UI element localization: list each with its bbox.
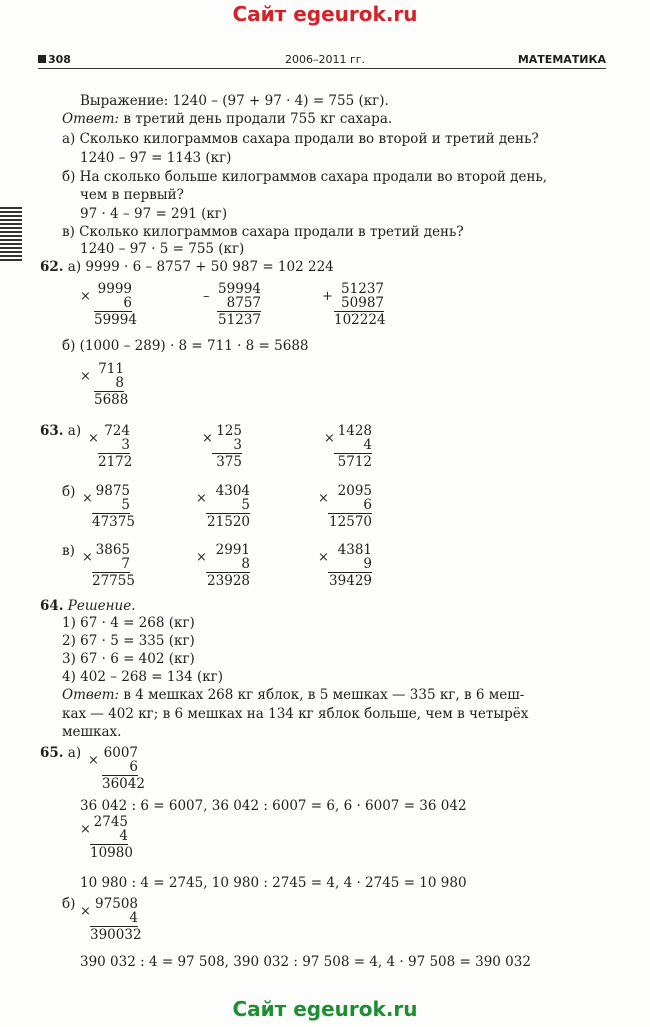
check-65-b1: 390 032 : 4 = 97 508, 390 032 : 97 508 = 4, 4 · 97 508 = 390 032 [80, 954, 531, 970]
page-number: 308 [38, 53, 71, 66]
column-63-c1: × 3865 7 27755 [82, 542, 135, 589]
header-rule [38, 68, 606, 69]
problem-62-b: б) (1000 – 289) · 8 = 711 · 8 = 5688 [62, 338, 309, 354]
header-subject: МАТЕМАТИКА [517, 53, 606, 66]
column-63-a1: × 724 3 2172 [88, 423, 133, 470]
column-63-b2: × 4304 5 21520 [196, 483, 250, 530]
expression-line: Выражение: 1240 – (97 + 97 · 4) = 755 (кг). [80, 93, 389, 109]
check-65-a2: 10 980 : 4 = 2745, 10 980 : 2745 = 4, 4 · 2745 = 10 980 [80, 875, 467, 891]
question-a: а) Сколько килограммов сахара продали во второй и третий день? [62, 131, 539, 147]
column-63-c2: × 2991 8 23928 [196, 542, 250, 589]
problem-64-step4: 4) 402 – 268 = 134 (кг) [62, 669, 224, 685]
solution-b: 97 · 4 – 97 = 291 (кг) [80, 206, 228, 222]
column-62-sub: – 59994 8757 51237 [203, 281, 261, 328]
header-years: 2006–2011 гг. [284, 53, 366, 66]
column-62-add: + 51237 50987 102224 [322, 281, 386, 328]
problem-63-b: б) [62, 484, 76, 500]
question-c: в) Сколько килограммов сахара продали в третий день? [62, 224, 464, 240]
problem-64-answer-end: мешках. [62, 724, 122, 740]
problem-62-a: 62. а) 9999 · 6 – 8757 + 50 987 = 102 224 [40, 259, 334, 275]
problem-65-b: б) [62, 896, 76, 912]
solution-a: 1240 – 97 = 1143 (кг) [80, 150, 232, 166]
column-63-a3: × 1428 4 5712 [324, 423, 372, 470]
column-63-b1: × 9875 5 47375 [82, 483, 135, 530]
column-63-c3: × 4381 9 39429 [318, 542, 372, 589]
problem-64-title: 64. Решение. [40, 598, 136, 614]
column-65-a1: × 6007 6 36042 [88, 745, 145, 792]
problem-63-c: в) [62, 543, 75, 559]
column-65-b1: × 97508 4 390032 [80, 896, 142, 943]
page-edge-marker [0, 207, 22, 263]
problem-64-step1: 1) 67 · 4 = 268 (кг) [62, 615, 195, 631]
column-62-b: × 711 8 5688 [80, 361, 129, 408]
problem-64-answer-cont: ках — 402 кг; в 6 мешках на 134 кг яблок больше, чем в четырёх [62, 706, 529, 722]
check-65-a1: 36 042 : 6 = 6007, 36 042 : 6007 = 6, 6 · 6007 = 36 042 [80, 798, 467, 814]
problem-63-a: 63. а) [40, 423, 82, 439]
question-b-cont: чем в первый? [80, 187, 184, 203]
problem-64-step2: 2) 67 · 5 = 335 (кг) [62, 633, 195, 649]
answer-line: Ответ: в третий день продали 755 кг сахара. [62, 111, 393, 127]
solution-c: 1240 – 97 · 5 = 755 (кг) [80, 241, 245, 257]
question-b: б) На сколько больше килограммов сахара продали во второй день, [62, 169, 548, 185]
column-65-a2: × 2745 4 10980 [80, 814, 133, 861]
problem-64-step3: 3) 67 · 6 = 402 (кг) [62, 651, 195, 667]
problem-64-answer: Ответ: в 4 мешках 268 кг яблок, в 5 мешках — 335 кг, в 6 меш- [62, 687, 525, 703]
column-63-a2: × 125 3 375 [202, 423, 242, 470]
column-63-b3: × 2095 6 12570 [318, 483, 372, 530]
site-watermark-top: Сайт egeurok.ru [232, 2, 418, 26]
column-62-mult: × 9999 6 59994 [80, 281, 137, 328]
site-watermark-bottom: Сайт egeurok.ru [232, 997, 418, 1021]
problem-65-a: 65. а) [40, 745, 82, 761]
